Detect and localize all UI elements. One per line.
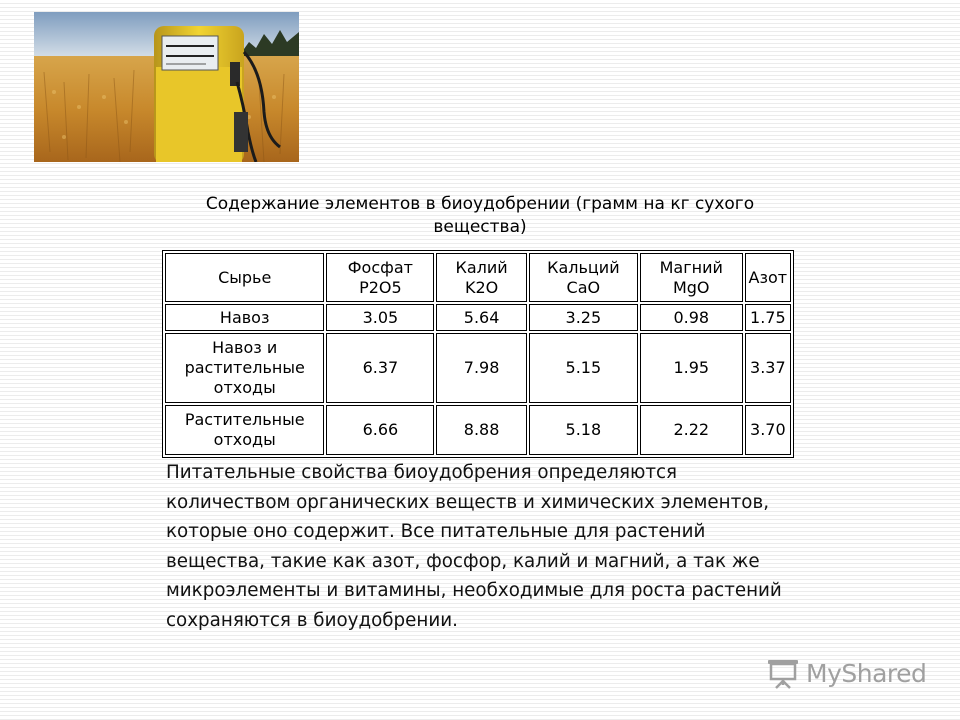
table-cell: 0.98 — [640, 304, 743, 331]
table-cell: 1.75 — [745, 304, 791, 331]
fuel-pump-field-photo — [34, 12, 299, 162]
table-cell: 6.66 — [326, 405, 434, 455]
table-cell: 7.98 — [436, 333, 526, 403]
header-cell: Кальций CaO — [529, 253, 638, 302]
table-header-row — [165, 253, 791, 302]
table-cell: 3.70 — [745, 405, 791, 455]
table-row — [165, 304, 791, 331]
table-cell: Навоз — [165, 304, 324, 331]
header-cell: Калий K2O — [436, 253, 526, 302]
table-cell: 2.22 — [640, 405, 743, 455]
projector-screen-icon — [766, 657, 800, 689]
myshared-logo — [766, 655, 926, 691]
table-cell: 3.25 — [529, 304, 638, 331]
table-cell: Навоз и растительные отходы — [165, 333, 324, 403]
table-cell: 5.64 — [436, 304, 526, 331]
table-cell: 5.15 — [529, 333, 638, 403]
header-cell: Азот — [745, 253, 791, 302]
table-cell: 8.88 — [436, 405, 526, 455]
table-row — [165, 405, 791, 455]
header-cell: Магний MgO — [640, 253, 743, 302]
table-cell: 3.05 — [326, 304, 434, 331]
table-cell: 1.95 — [640, 333, 743, 403]
table-cell: Растительные отходы — [165, 405, 324, 455]
table-row — [165, 333, 791, 403]
table-cell: 5.18 — [529, 405, 638, 455]
table-cell: 3.37 — [745, 333, 791, 403]
nutrient-table — [162, 250, 794, 458]
table-caption: Содержание элементов в биоудобрении (грамм на кг сухого вещества) — [205, 194, 755, 237]
table-cell: 6.37 — [326, 333, 434, 403]
header-cell: Фосфат P2O5 — [326, 253, 434, 302]
body-paragraph: Питательные свойства биоудобрения определяются количеством органических веществ и химических элементов, которые оно содержит. Все питательные для растений вещества, такие как азот, фосфор, калий и магний, а так же микроэлементы и витамины, необходимые для роста растений сохраняются в биоудобрении. — [166, 462, 782, 631]
logo-text: MyShared — [806, 658, 927, 688]
header-cell: Сырье — [165, 253, 324, 302]
